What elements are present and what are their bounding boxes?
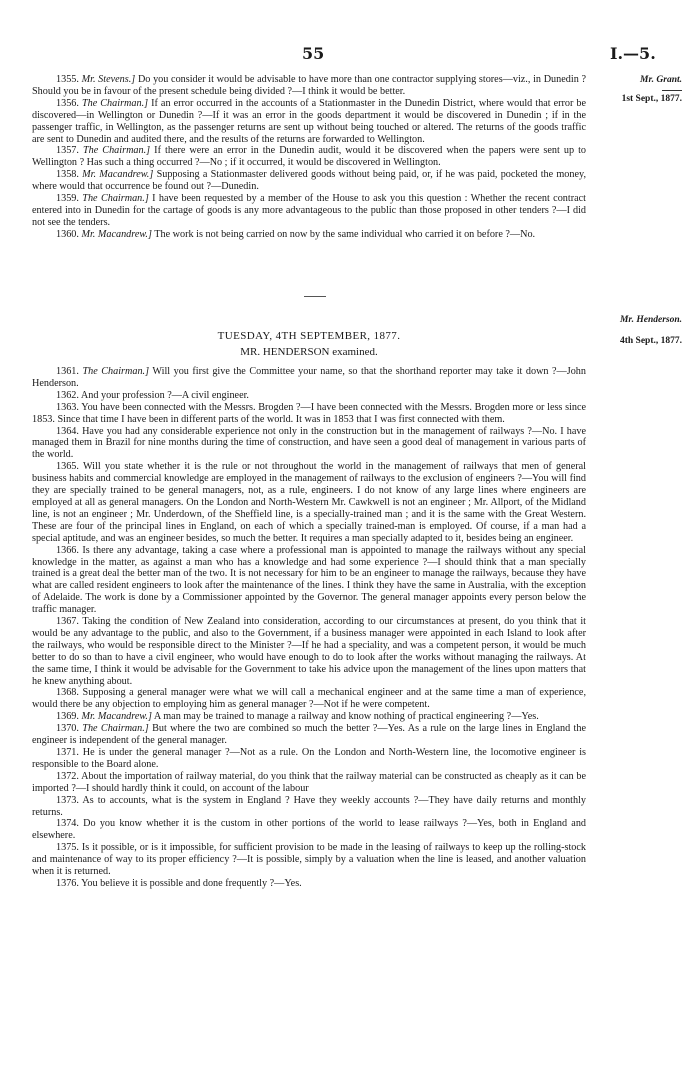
question-number: 1361. [56,366,79,377]
section-separator [304,296,326,297]
question-number: 1360. [56,228,79,240]
margin-note-rule [662,90,682,91]
testimony-paragraph [32,723,586,747]
speaker: Mr. Stevens.] [81,74,136,85]
speaker: The Chairman.] [82,366,150,377]
sitting-date-heading: TUESDAY, 4TH SEPTEMBER, 1877. [217,330,401,342]
margin-note-date: 1st Sept., 1877. [621,94,682,104]
question-number: 1363. [56,401,79,413]
question-text: A man may be trained to manage a railway and know nothing of practical engineering ?—Yes. [151,711,539,723]
speaker: Mr. Macandrew.] [81,711,152,723]
testimony-paragraph [32,461,586,544]
testimony-paragraph [32,229,586,241]
testimony-paragraph [32,747,586,771]
question-text: Will you first give the Committee your name, so that the shorthand reporter may take it down ?—John Henderson. [32,366,586,389]
testimony-paragraph [32,771,586,795]
question-text: If there were an error in the Dunedin audit, would it be discovered when the papers were sent up to Wellington ? Has such a thing occurred ?—No ; if it occurred, it would be discovered in Wellington. [32,145,586,169]
question-text: He is under the general manager ?—Not as a rule. On the London and North-Western line, the locomotive engineer is responsible to the Board alone. [32,747,586,770]
question-text: If an error occurred in the accounts of a Stationmaster in the Dunedin District, where would that error be discovered—in Wellington or Dunedin ?—If it was an error in the goods department it would be discovered in Dunedin ; if in the passenger traffic, in Wellington, as the passenger returns are sent up without being touched or altered. The returns of the goods traffic are sent to Dunedin and audited there, and the results of the returns are forwarded to Wellington. [32,97,586,145]
question-text: Supposing a Stationmaster delivered goods without being paid, or, if he was paid, pocketed the money, where would that occurrence be found out ?—Dunedin. [32,169,586,193]
testimony-paragraph [32,426,586,462]
question-number: 1368. [56,687,79,699]
testimony-section-1 [32,74,586,241]
speaker: The Chairman.] [82,193,149,205]
margin-note-henderson [590,314,682,347]
testimony-paragraph [32,687,586,711]
question-text: Supposing a general manager were what we will call a mechanical engineer and at the same time a man of experience, would there be any objection to employing him as general manager ?—Not if he were competent. [32,687,587,711]
testimony-paragraph [32,795,586,819]
testimony-paragraph [32,390,586,402]
witness-heading: MR. HENDERSON examined. [240,346,378,358]
speaker: Mr. Macandrew.] [81,228,152,240]
testimony-paragraph [32,169,586,193]
question-number: 1366. [56,544,79,556]
question-number: 1369. [56,711,79,723]
question-text: And your profession ?—A civil engineer. [80,389,249,401]
speaker: The Chairman.] [81,97,149,109]
testimony-paragraph [32,98,586,146]
page-number: 55 [302,44,325,63]
testimony-paragraph [32,842,586,878]
question-number: 1362. [56,389,79,401]
testimony-paragraph [32,145,586,169]
question-number: 1376. [56,877,79,889]
speaker: Mr. Macandrew.] [82,169,154,181]
question-number: 1355. [56,74,79,85]
question-number: 1356. [56,97,79,109]
testimony-section-2 [32,366,586,890]
testimony-paragraph [32,74,586,98]
testimony-paragraph [32,818,586,842]
question-text: Is it possible, or is it impossible, for sufficient provision to be made in the leasing of railways to keep up the rolling-stock and maintenance of way to its proper efficiency ?—It is possible, simply by a valuation when the line is leased, and another valuation when it is returned. [32,842,586,878]
question-text: As to accounts, what is the system in England ? Have they weekly accounts ?—They have daily returns and monthly returns. [32,794,587,818]
question-text: Do you know whether it is the custom in other portions of the world to lease railways ?—Yes, both in England and elsewhere. [32,818,587,842]
testimony-paragraph [32,193,586,229]
question-text: You have been connected with the Messrs. Brogden ?—I have been connected with the Messrs. Brogden more or less since 1853. Since that time I have been in different parts of the world. It was in 1853 that I was first connected with them. [32,401,587,425]
question-text: I have been requested by a member of the House to ask you this question : Whether the recent contract entered into in Dunedin for the cartage of goods is any more advantageous to the public than those proposed in other tenders ?—I did not see the tenders. [32,193,586,228]
question-number: 1375. [56,842,79,854]
question-text: Taking the condition of New Zealand into consideration, according to our circumstances at present, do you think that it would be any advantage to the public, and also to the Government, if a business manager were appointed in each Island to look after the railways, who would be responsible direct to the Minister ?—If he had a speciality, and was a competent person, it would be much better to do so than to have a civil engineer, who would have enough to do to look after the works without managing the railways. At the same time, I think it would be advisable for the Government to take his advice upon the management of the lines upon matters that he knew anything about. [32,616,586,687]
question-text: Is there any advantage, taking a case where a professional man is appointed to manage the railways without any special knowledge in the matter, as against a man who has a knowledge and had some experience ?—I should think that a man specially trained is a great deal the better man of the two. It is not necessary for him to be an engineer to manage the railways, because they have what are called resident engineers to look after the maintenance of the lines. I think they have the same in Australia, with the exception of Adelaide. The work is done by a Commissioner appointed by the Governor. The general manager appoints every person below the traffic manager. [32,544,586,616]
margin-note-date: 4th Sept., 1877. [619,336,682,346]
testimony-paragraph [32,545,586,616]
question-text: About the importation of railway material, do you think that the railway material can be constructed as cheaply as it can be imported ?—I should hardly think it could, on account of the labour [32,770,587,794]
question-number: 1357. [56,145,79,157]
testimony-paragraph [32,616,586,687]
margin-note-name: Mr. Henderson. [619,315,682,325]
margin-note-name: Mr. Grant. [640,75,682,85]
question-text: You believe it is possible and done frequently ?—Yes. [81,877,302,889]
question-number: 1374. [56,818,79,830]
question-number: 1370. [56,723,79,735]
margin-note-grant [590,74,682,105]
question-number: 1367. [56,616,79,628]
document-reference: I.—5. [610,44,656,63]
question-text: But where the two are combined so much the better ?—Yes. As a rule on the large lines in England the engineer is independent of the general manager. [32,723,586,747]
question-number: 1358. [56,169,79,181]
testimony-paragraph [32,366,586,390]
speaker: The Chairman.] [82,145,151,157]
testimony-paragraph [32,711,586,723]
question-number: 1372. [56,770,79,782]
question-text: Have you had any considerable experience not only in the construction but in the management of railways ?—No. I have managed them in Brazil for nine months during the time of construction, and have seen a good deal of management in various parts of the world. [32,425,586,461]
question-number: 1364. [56,425,79,437]
question-number: 1371. [56,747,79,758]
testimony-paragraph [32,878,586,890]
question-number: 1373. [56,794,79,806]
testimony-paragraph [32,402,586,426]
question-text: Do you consider it would be advisable to have more than one contractor supplying stores—viz., in Dunedin ? Should you be in favour of the present schedule being divided ?—I think it would be better. [32,74,586,97]
speaker: The Chairman.] [82,723,149,735]
question-text: The work is not being carried on now by the same individual who carried it on before ?—No. [151,228,536,240]
question-number: 1365. [56,461,79,473]
question-text: Will you state whether it is the rule or not throughout the world in the management of railways that men of general business habits and commercial knowledge are employed in the management of railways to the exclusion of engineers ?—You will find they are specially trained to be general managers, not, as a rule, engineers. I do not know of any large lines where engineers are employed at all as general managers. On the London and North-Western Mr. Cawkwell is not an engineer ; Mr. Allport, of the Midland line, is not an engineer ; Mr. Underdown, of the Sheffield line, is a specially-trained man ; and it is the same with the Great Western. These are four of the principal lines in England, on each of which a specially trained-man is employed. Of course, if a man had a special aptitude, and was an engineer besides, so much the better. It requires a man specially adapted to it, besides being an engineer. [32,461,586,544]
question-number: 1359. [56,193,79,205]
